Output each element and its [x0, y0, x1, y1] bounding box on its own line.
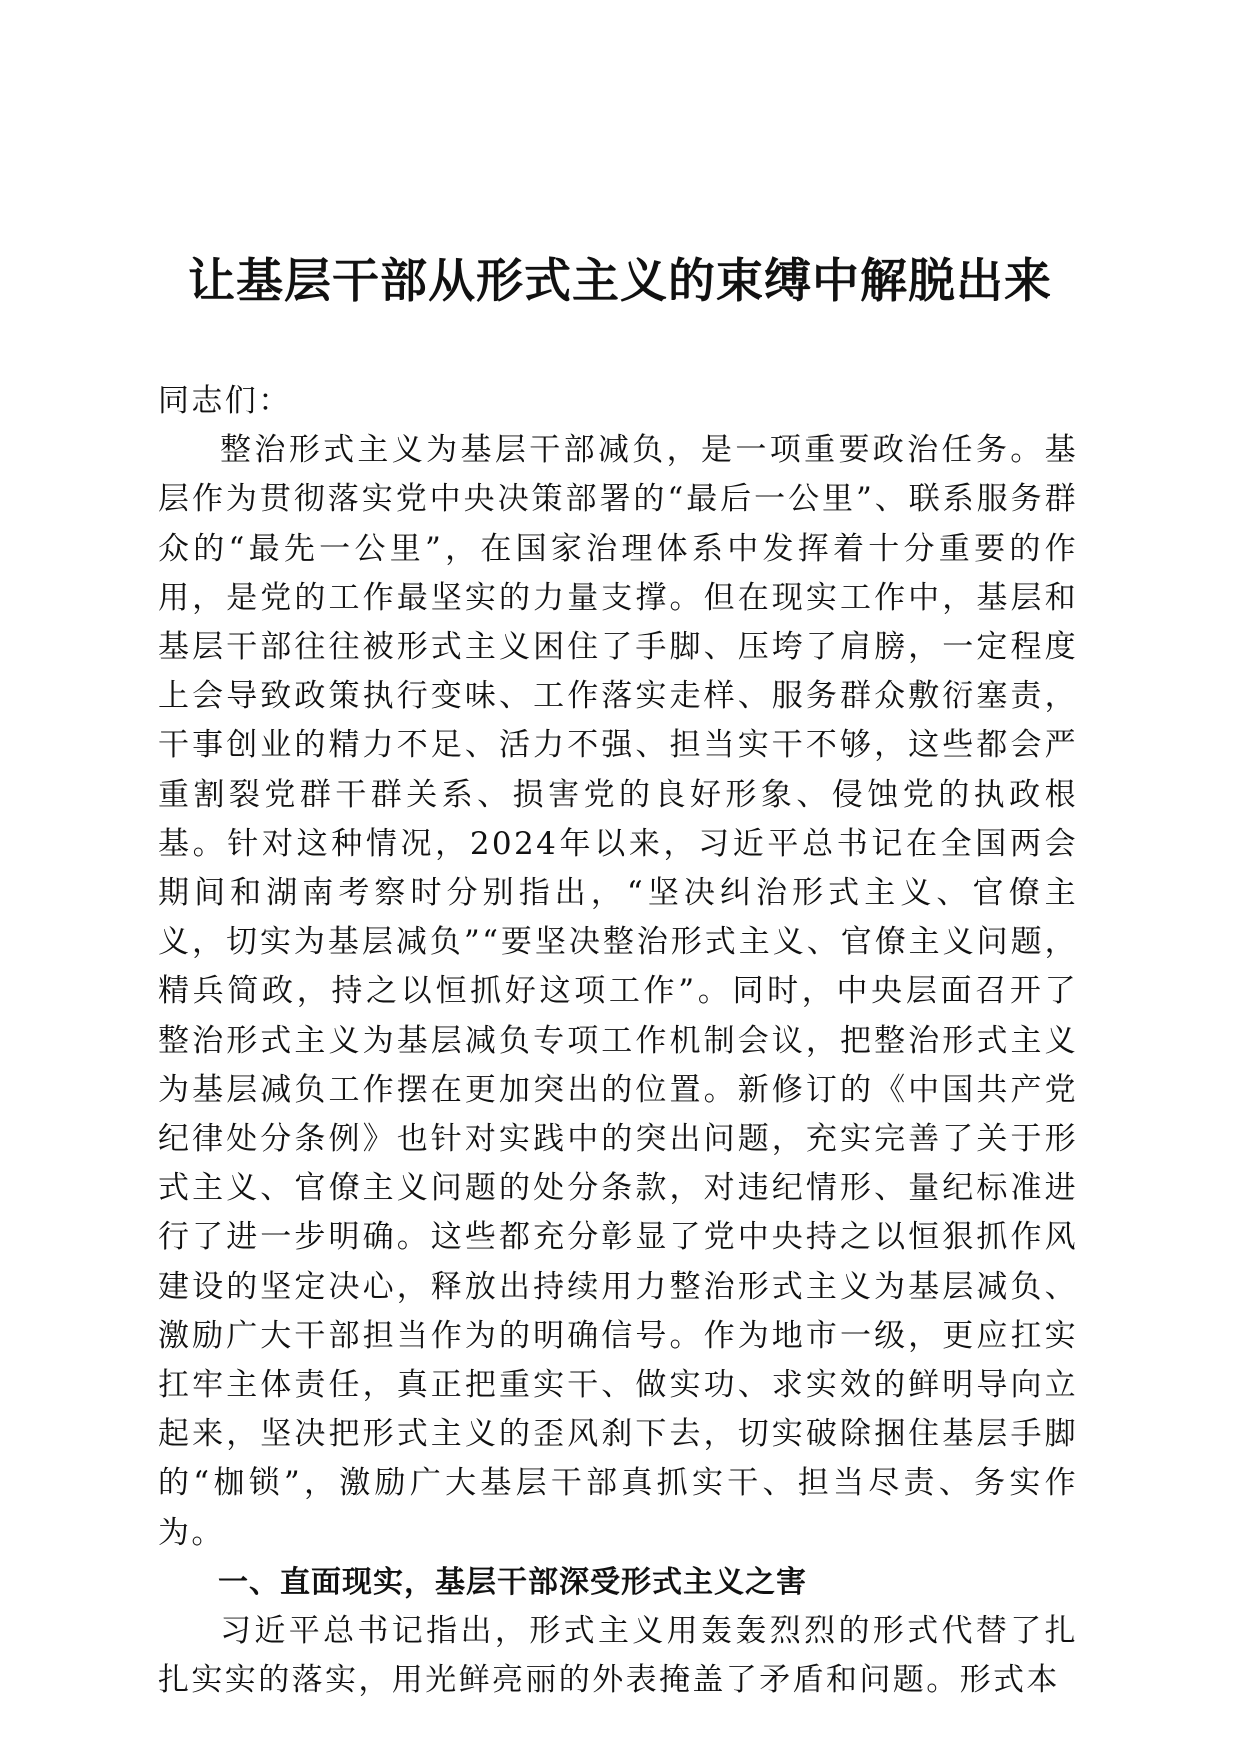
body-paragraph: 整治形式主义为基层干部减负，是一项重要政治任务。基层作为贯彻落实党中央决策部署的“最后一公里”、联系服务群众的“最先一公里”，在国家治理体系中发挥着十分重要的作用，是党的工作最坚实的力量支撑。但在现实工作中，基层和基层干部往往被形式主义困住了手脚、压垮了肩膀，一定程度上会导致政策执行变味、工作落实走样、服务群众敷衍塞责，干事创业的精力不足、活力不强、担当实干不够，这些都会严重割裂党群干群关系、损害党的良好形象、侵蚀党的执政根基。针对这种情况，2024年以来，习近平总书记在全国两会期间和湖南考察时分别指出，“坚决纠治形式主义、官僚主义，切实为基层减负”“要坚决整治形式主义、官僚主义问题，精兵简政，持之以恒抓好这项工作”。同时，中央层面召开了整治形式主义为基层减负专项工作机制会议，把整治形式主义为基层减负工作摆在更加突出的位置。新修订的《中国共产党纪律处分条例》也针对实践中的突出问题，充实完善了关于形式主义、官僚主义问题的处分条款，对违纪情形、量纪标准进行了进一步明确。这些都充分彰显了党中央持之以恒狠抓作风建设的坚定决心，释放出持续用力整治形式主义为基层减负、激励广大干部担当作为的明确信号。作为地市一级，更应扛实扛牢主体责任，真正把重实干、做实功、求实效的鲜明导向立起来，坚决把形式主义的歪风刹下去，切实破除捆住基层手脚的“枷锁”，激励广大基层干部真抓实干、担当尽责、务实作为。 — [158, 432, 1078, 1551]
document-title: 让基层干部从形式主义的束缚中解脱出来 — [188, 254, 1052, 309]
document-body — [158, 377, 1078, 1705]
salutation: 同志们： — [158, 383, 292, 419]
section-heading: 一、直面现实，基层干部深受形式主义之害 — [218, 1564, 807, 1600]
section-paragraph: 习近平总书记指出，形式主义用轰轰烈烈的形式代替了扎扎实实的落实，用光鲜亮丽的外表掩盖了矛盾和问题。形式本 — [158, 1613, 1078, 1699]
